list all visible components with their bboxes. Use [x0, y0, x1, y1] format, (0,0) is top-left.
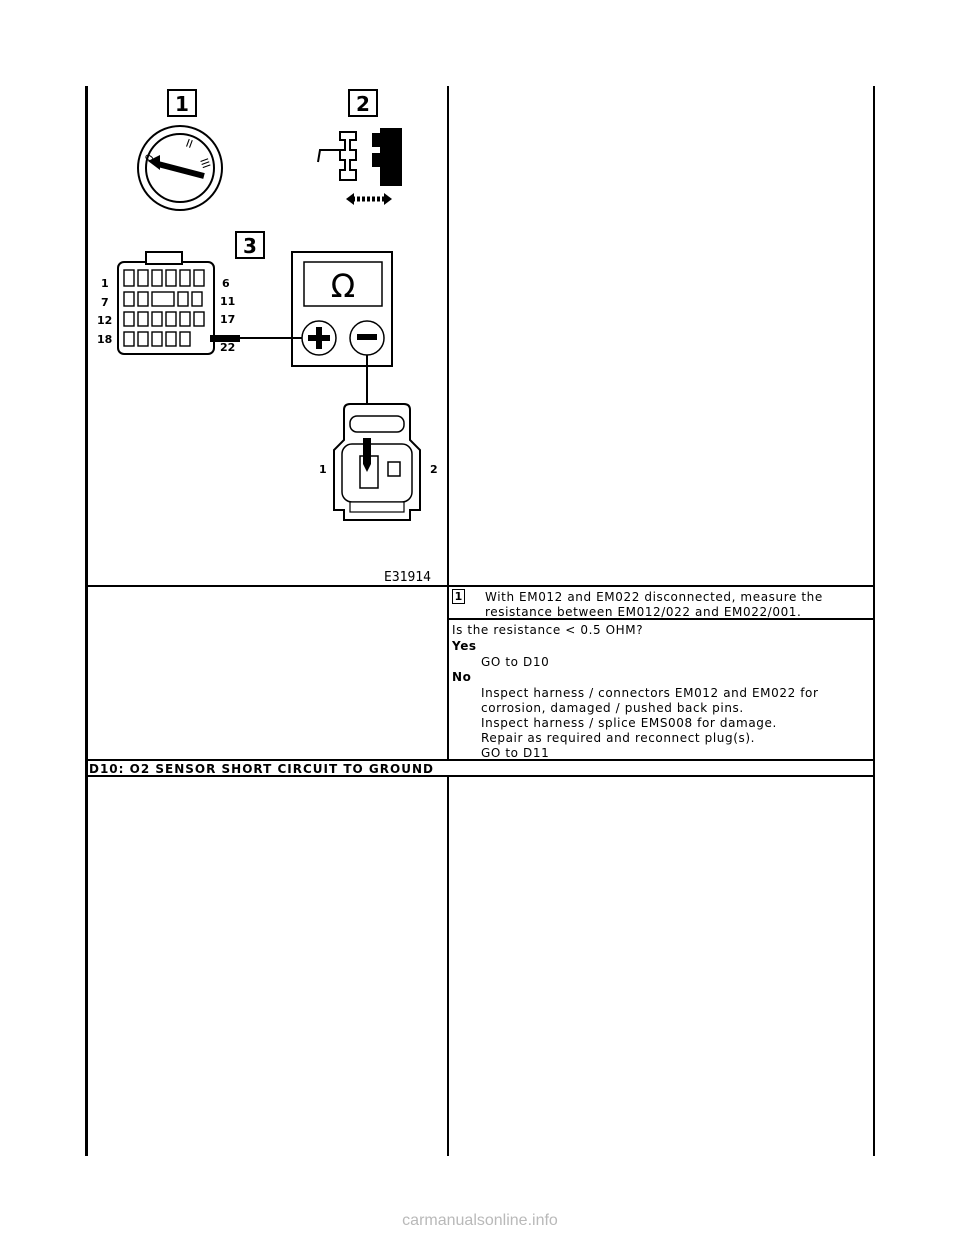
- svg-text:11: 11: [220, 295, 236, 308]
- column-divider-bottom: [447, 777, 449, 1156]
- disconnect-connector-icon: [318, 128, 402, 205]
- svg-text:II: II: [183, 136, 195, 152]
- no-action-line: corrosion, damaged / pushed back pins.: [481, 701, 744, 715]
- callout-2: [349, 90, 377, 116]
- no-action-line: Inspect harness / splice EMS008 for damage.: [481, 716, 777, 730]
- question-prompt: Is the resistance < 0.5 OHM?: [452, 623, 644, 637]
- svg-text:1: 1: [101, 277, 109, 290]
- step-instruction-line2: resistance between EM012/022 and EM022/001.: [485, 605, 802, 619]
- svg-text:1: 1: [319, 463, 327, 476]
- step-number-box: 1: [452, 589, 465, 604]
- svg-text:2: 2: [430, 463, 438, 476]
- svg-text:Ω: Ω: [330, 267, 356, 305]
- no-action-line: Repair as required and reconnect plug(s).: [481, 731, 756, 745]
- svg-text:3: 3: [243, 234, 257, 258]
- no-label: No: [452, 670, 472, 684]
- no-action-goto: GO to D11: [481, 746, 550, 760]
- yes-label: Yes: [452, 639, 477, 653]
- ecm-connector-icon: [97, 252, 240, 354]
- callout-3: [236, 232, 264, 258]
- svg-text:22: 22: [220, 341, 236, 354]
- svg-text:1: 1: [175, 92, 189, 116]
- svg-text:2: 2: [356, 92, 370, 116]
- svg-text:7: 7: [101, 296, 109, 309]
- row-rule-3: [85, 759, 875, 761]
- figure-id: E31914: [384, 570, 431, 585]
- svg-text:III: III: [197, 156, 213, 171]
- no-action-line: Inspect harness / connectors EM012 and EM022 for: [481, 686, 819, 700]
- sensor-connector-icon: [319, 404, 438, 520]
- svg-text:12: 12: [97, 314, 113, 327]
- svg-text:6: 6: [222, 277, 230, 290]
- section-heading: D10: O2 SENSOR SHORT CIRCUIT TO GROUND: [89, 762, 434, 776]
- ignition-switch-icon: [138, 126, 222, 210]
- step-instruction-line1: With EM012 and EM022 disconnected, measure the: [485, 590, 823, 604]
- svg-text:0: 0: [142, 151, 158, 165]
- footer-watermark[interactable]: carmanualsonline.info: [402, 1212, 558, 1229]
- yes-action: GO to D10: [481, 655, 550, 669]
- ohmmeter-icon: [292, 252, 392, 366]
- svg-text:17: 17: [220, 313, 236, 326]
- callout-1: [168, 90, 196, 116]
- test-diagram: [0, 0, 960, 600]
- svg-text:18: 18: [97, 333, 113, 346]
